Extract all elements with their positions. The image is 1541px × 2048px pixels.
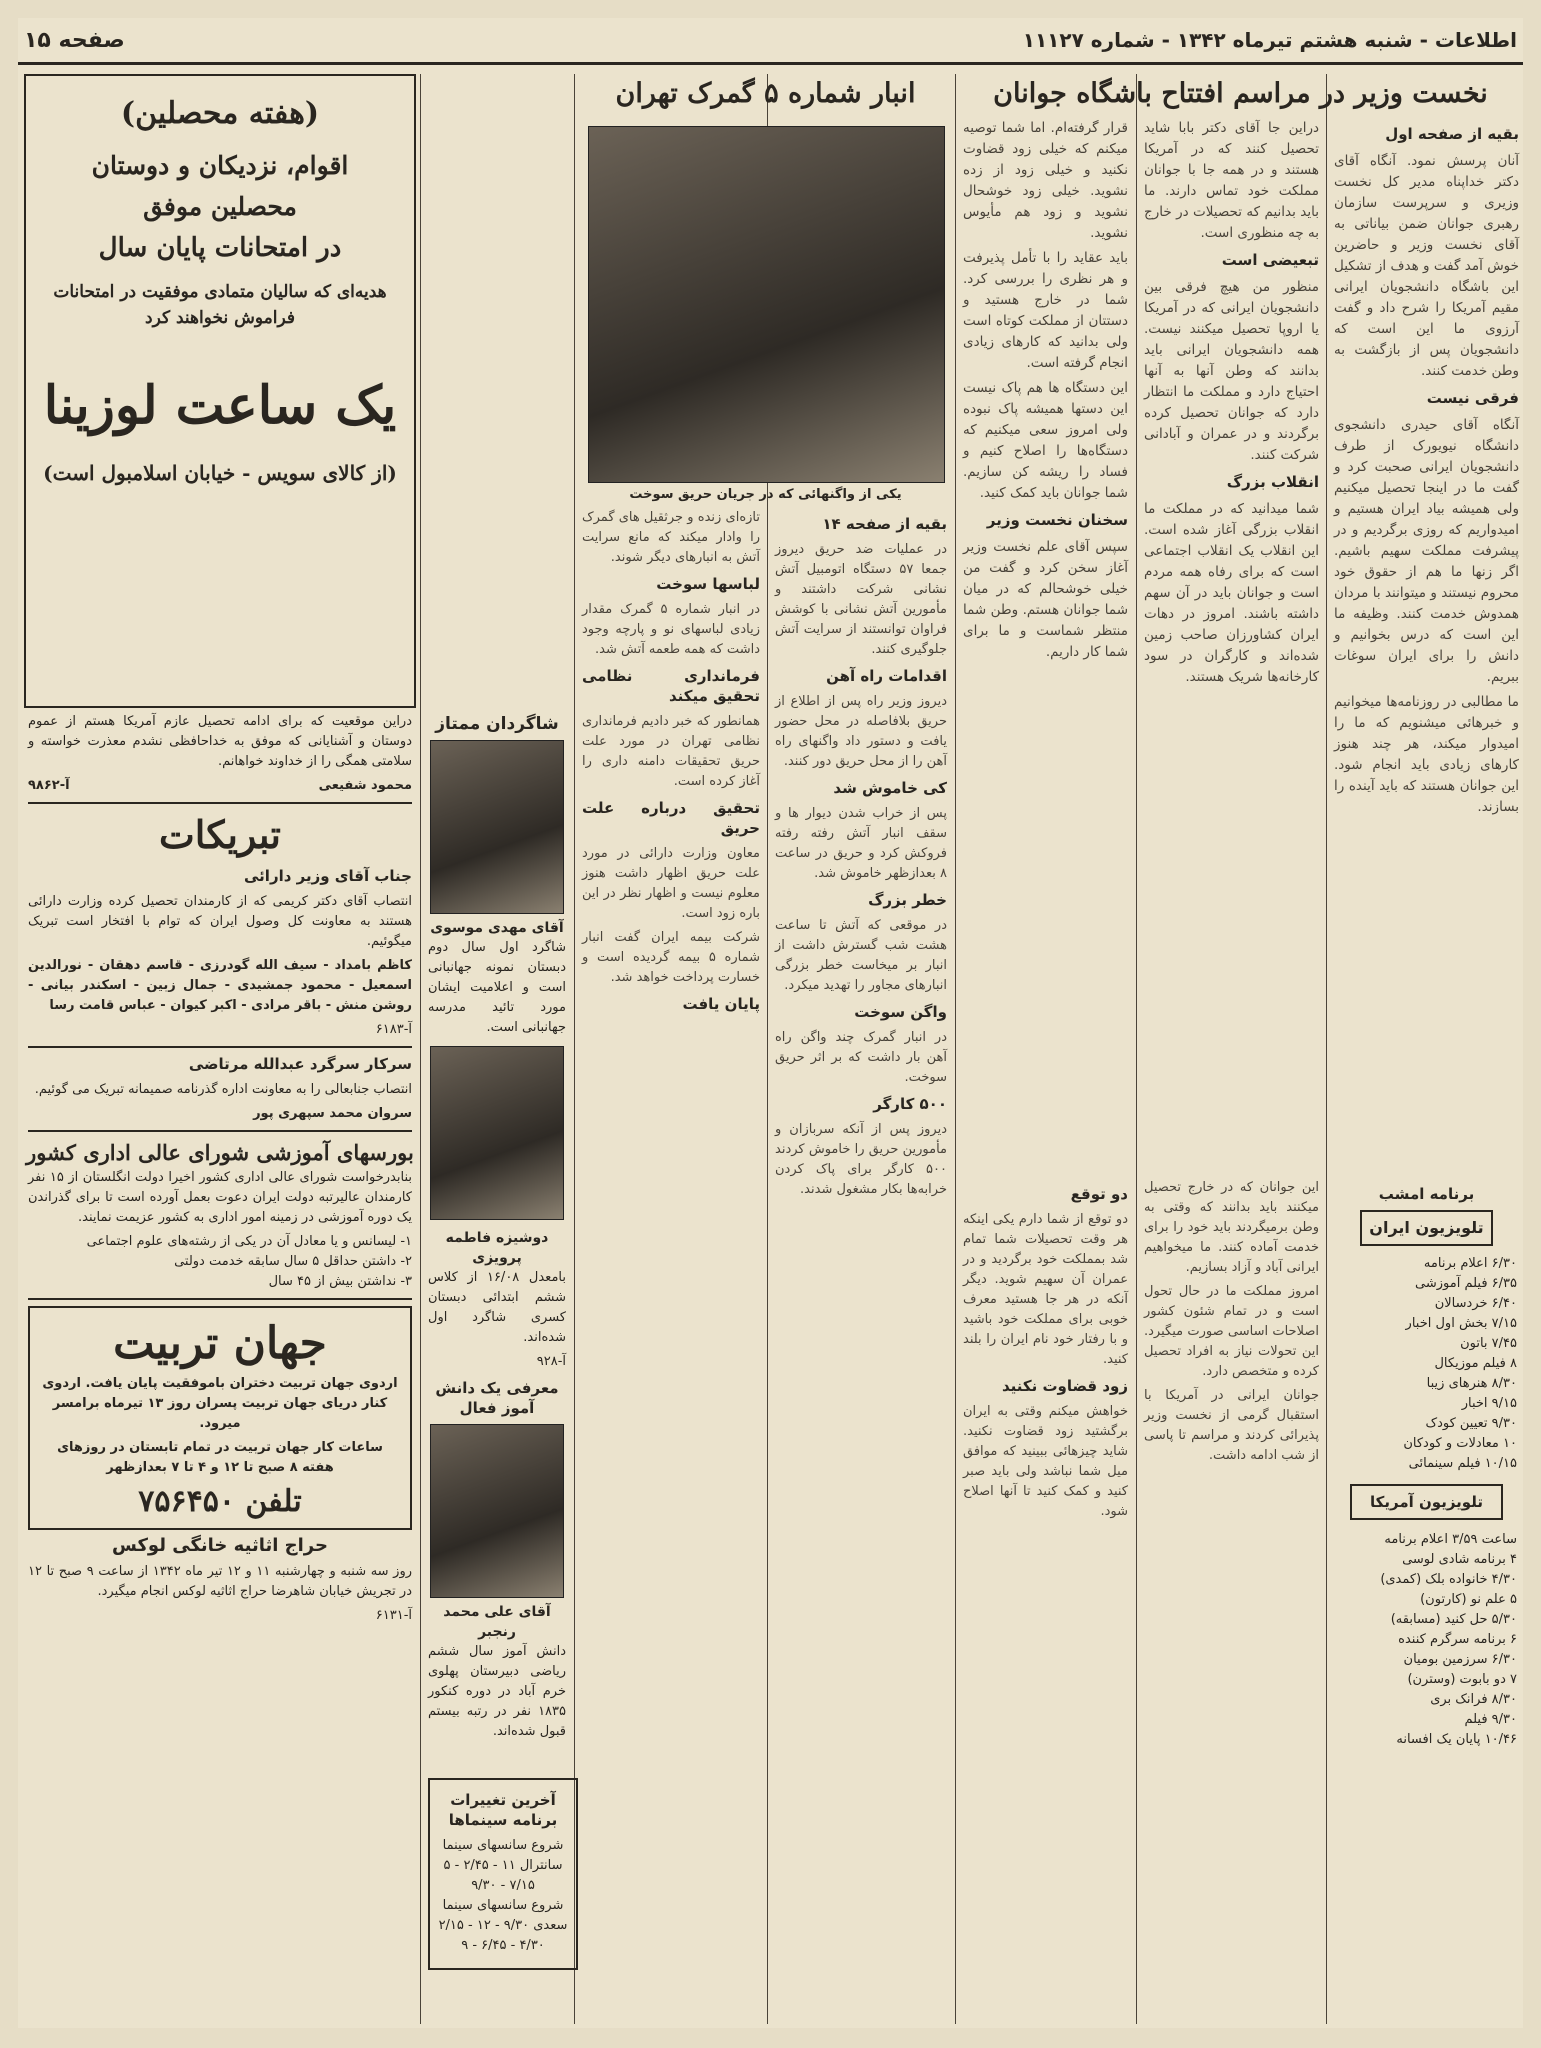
student-photo-2: [430, 1046, 564, 1220]
customs-col-left: تازه‌ای زنده و جرثقیل های گمرک را وادار میکند که مانع سرایت آتش به انبارهای دیگر شوند. لباسها سوخت در انبار شماره ۵ گمرک مقدار زیادی لباسهای نو و پارچه وجود داشت که همه طعمه آتش شد. فرمانداری نظامی تحقیق میکند همانطور که خبر دادیم فرمانداری نظامی تهران در مورد علت حریق تحقیقات دامنه داری را آغاز کرده است. تحقیق درباره علت حریق معاون وزارت دارائی در مورد علت حریق اظهار داشت هنوز معلوم نیست و اظهار نظر در این باره زود است. شرکت بیمه ایران گفت انبار شماره ۵ بیمه گردیده است و خسارت پرداخت خواهد شد. پایان یافت: [582, 510, 760, 1013]
congrats-title: تبریکات: [159, 812, 281, 857]
tv-iran-list: ۶/۳۰ اعلام برنامه ۶/۳۵ فیلم آموزشی ۶/۴۰ خردسالان ۷/۱۵ بخش اول اخبار ۷/۴۵ باتون ۸ فیلم موزیکال ۸/۳۰ هنرهای زیبا ۹/۱۵ اخبار ۹/۳۰ تعیین کودک ۱۰ معادلات و کودکان ۱۰/۱۵ فیلم سینمائی: [1403, 1256, 1517, 1471]
newspaper-page: [18, 18, 1523, 2028]
loozinia-ad: (هفته محصلین) اقوام، نزدیکان و دوستان محصلین موفق در امتحانات پایان سال هدیه‌ای که سالیان متمادی موفقیت در امتحانات فراموش نخواهند کرد یک ساعت لوزینا (از کالای سویس - خیابان اسلامبول است): [24, 74, 416, 708]
customs-headline: انبار شماره ۵ گمرک تهران: [615, 78, 916, 109]
tv-schedule: برنامه امشب تلویزیون ایران ۶/۳۰ اعلام برنامه ۶/۳۵ فیلم آموزشی ۶/۴۰ خردسالان ۷/۱۵ بخش اول اخبار ۷/۴۵ باتون ۸ فیلم موزیکال ۸/۳۰ هنرهای زیبا ۹/۱۵ اخبار ۹/۳۰ تعیین کودک ۱۰ معادلات و کودکان ۱۰/۱۵ فیلم سینمائی تلویزیون آمریکا ساعت ۳/۵۹ اعلام برنامه ۴ برنامه شادی لوسی ۴/۳۰ خانواده بلک (کمدی) ۵ علم نو (کارتون) ۵/۳۰ حل کنید (مسابقه) ۶ برنامه سرگرم کننده ۶/۳۰ سرزمین بومیان ۷ دو بابوت (وسترن) ۸/۳۰ فرانک بری ۹/۳۰ فیلم ۱۰/۴۶ پایان یک افسانه: [1330, 1178, 1523, 2028]
customs-photo-caption: یکی از واگنهائی که در جریان حریق سوخت: [629, 487, 902, 502]
tv-america-logo: تلویزیون آمریکا: [1350, 1484, 1503, 1520]
jahan-tarbiat-ad: جهان تربیت اردوی جهان تربیت دختران باموفقیت پایان یافت. اردوی کنار دریای جهان تربیت پسران روز ۱۳ تیرماه برامسر میرود. ساعات کار جهان تربیت در تمام تابستان در روزهای هفته ۸ صبح تا ۱۲ و ۴ تا ۷ بعدازظهر تلفن ۷۵۶۴۵۰: [28, 1306, 412, 1530]
main-article-col1: بقیه از صفحه اول آنان پرسش نمود. آنگاه آقای دکتر خداپناه مدیر کل نخست وزیری و سرپرست سازمان رهبری جوانان ضمن بیاناتی به آقای نخست وزیر و حاضرین خوش آمد گفت و هدف از تشکیل این باشگاه دانشجویان ایرانی مقیم آمریکا را شرح داد و گفت آرزوی ما این است که دانشجویان پس از بازگشت به وطن خدمت کنند. فرقی نیست آنگاه آقای حیدری دانشجوی دانشگاه نیویورک از طرف دانشجویان ایرانی صحبت کرد و گفت ما در اینجا تحصیل میکنیم ولی همیشه بیاد ایران هستیم و امیدواریم که روزی برگردیم و در پیشرفت مملکت سهیم باشیم. اگر زنها ما هم از حقوق خود محروم نیستند و میتوانند با مردان همدوش خدمت کنند. وظیفه ما این است که درس بخوانیم و دانش را برای ایران سوغات ببریم. ما مطالبی در روزنامه‌ها میخوانیم و خبرهائی میشنویم که ما را امیدوار میکند، هر چند هنوز کارهای زیادی باید انجام شود. این جوانان هستند که باید آینده را بسازند.: [1334, 125, 1519, 815]
customs-col-right: بقیه از صفحه ۱۴ در عملیات ضد حریق دیروز جمعا ۵۷ دستگاه اتومبیل آتش نشانی شرکت داشتند و مأمورین آتش نشانی با کوشش فراوان توانستند از سرایت آتش جلوگیری کنند. اقدامات راه آهن دیروز وزیر راه پس از اطلاع از حریق بلافاصله در محل حضور یافت و دستور داد واگنهای راه آهن را از محل حریق دور کنند. کی خاموش شد پس از خراب شدن دیوار ها و سقف انبار آتش رفته رفته فروکش کرد و حریق در ساعت ۸ بعدازظهر خاموش شد. خطر بزرگ در موقعی که آتش تا ساعت هشت شب گسترش داشت از انبار بر میخاست خطر بزرگی انبارهای مجاور را تهدید میکرد. واگن سوخت در انبار گمرک چند واگن راه آهن بار داشت که بر اثر حریق سوخت. ۵۰۰ کارگر دیروز پس از آنکه سربازان و مأمورین حریق را خاموش کردند ۵۰۰ کارگر برای پاک کردن خرابه‌ها بکار مشغول شدند.: [775, 515, 947, 1197]
student-photo-1: [430, 740, 564, 914]
tv-america-list: ساعت ۳/۵۹ اعلام برنامه ۴ برنامه شادی لوسی ۴/۳۰ خانواده بلک (کمدی) ۵ علم نو (کارتون) ۵/۳۰ حل کنید (مسابقه) ۶ برنامه سرگرم کننده ۶/۳۰ سرزمین بومیان ۷ دو بابوت (وسترن) ۸/۳۰ فرانک بری ۹/۳۰ فیلم ۱۰/۴۶ پایان یک افسانه: [1380, 1532, 1517, 1747]
students-column: شاگردان ممتاز آقای مهدی موسوی شاگرد اول سال دوم دبستان نمونه جهانبانی است و اعلامیت ایشان مورد تائید مدرسه جهانبانی است. دوشیزه فاطمه پرویزی بامعدل ۱۶/۰۸ از کلاس ششم ابتدائی دبستان کسری شاگرد اول شده‌اند. آ-۹۲۸ معرفی یک دانش آموز فعال آقای علی محمد رنجبر دانش آموز سال ششم ریاضی دبیرستان پهلوی خرم آباد در دوره کنکور ۱۸۳۵ نفر در رتبه بیستم قبول شده‌اند.: [428, 714, 566, 1739]
loozinia-brand: یک ساعت لوزینا: [43, 375, 397, 436]
main-article-col2: دراین جا آقای دکتر بابا شاید تحصیل کنند که در آمریکا هستند و در همه جا با جوانان مملکت خود تماس دارند. ما باید بدانیم که تحصیلات در خارج به چه منظوری است. تبعیضی است منظور من هیچ فرقی بین دانشجویان ایرانی که در آمریکا یا اروپا تحصیل میکنند نیست. همه دانشجویان ایرانی باید بدانند که وطن آنها به آنها احتیاج دارد و مملکت ما انتظار دارد که جوانان تحصیل کرده برگردند و در عمران و آبادانی شرکت کنند. انقلاب بزرگ شما میدانید که در مملکت ما انقلاب بزرگی آغاز شده است. این انقلاب یک انقلاب اجتماعی است که برای رفاه همه مردم است و جوانان باید در آن سهم داشته باشند. امروز در دهات ایران کشاورزان صاحب زمین شده‌اند و کارگران در سود کارخانه‌ها شریک هستند.: [1144, 120, 1319, 685]
student-photo-3: [430, 1424, 564, 1598]
customs-photo: [588, 126, 945, 483]
main-article-col3: قرار گرفته‌ام. اما شما توصیه میکنم که خیلی زود قضاوت نکنید و خیلی زود از زده نشوید. خیلی زود خوشحال نشوید و زود هم مأیوس نشوید. باید عقاید را با تأمل پذیرفت و هر نظری را بررسی کرد. شما در خارج هستید و دستتان از مملکت کوتاه است ولی بدانید که کارهای زیادی انجام گرفته است. این دستگاه ها هم پاک نیست این دستها همیشه پاک نبوده ولی امروز سعی میکنیم که دستگاه‌ها را اصلاح کنیم و فساد را ریشه کن سازیم. شما جوانان باید کمک کنید. سخنان نخست وزیر سپس آقای علم نخست وزیر آغاز سخن کرد و گفت من خیلی خوشحالم که در میان شما جوانان هستم. وطن شما منتظر شماست و ما برای شما کار داریم.: [963, 120, 1128, 660]
tv-iran-logo: تلویزیون ایران: [1360, 1210, 1493, 1246]
page-header: [18, 18, 1523, 65]
left-notices: دراین موقعیت که برای ادامه تحصیل عازم آمریکا هستم از عموم دوستان و آشنایانی که موفق به خداحافظی نشدم معذرت خواسته و سلامتی همگی را از خداوند خواهانم. محمود شفیعی آ-۹۸۶۲ تبریکات جناب آقای وزیر دارائی انتصاب آقای دکتر کریمی که از کارمندان تحصیل کرده وزارت دارائی هستند به معاونت کل وصول ایران که توام با افتخار است تبریک میگوئیم. کاظم بامداد - سیف الله گودرزی - قاسم دهقان - نورالدین اسمعیل - محمود جمشیدی - جمال زبین - اسکندر بیانی - روشن منش - باقر مرادی - اکبر کیوان - عباس قامت رسا آ-۶۱۸۳ سرکار سرگرد عبدالله مرتاضی انتصاب جنابعالی را به معاونت اداره گذرنامه صمیمانه تبریک می گوئیم. سروان محمد سپهری پور بورسهای آموزشی شورای عالی اداری کشور بنابدرخواست شورای عالی اداری کشور اخیرا دولت انگلستان از ۱۵ نفر کارمندان عالیرتبه دولت ایران دعوت بعمل آورده است تا برای گذراندن یک دوره آموزشی در زمینه امور اداری به کشور عزیمت نمایند. ۱- لیسانس و یا معادل آن در یکی از رشته‌های علوم اجتماعی ۲- داشتن حداقل ۵ سال سابقه خدمت دولتی ۳- نداشتن بیش از ۴۵ سال جهان تربیت اردوی جهان تربیت دختران باموفقیت پایان یافت. اردوی کنار دریای جهان تربیت پسران روز ۱۳ تیرماه برامسر میرود. ساعات کار جهان تربیت در تمام تابستان در روزهای هفته ۸ صبح تا ۱۲ و ۴ تا ۷ بعدازظهر تلفن ۷۵۶۴۵۰ حراج اثاثیه خانگی لوکس روز سه شنبه و چهارشنبه ۱۱ و ۱۲ تیر ماه ۱۳۴۲ از ساعت ۹ صبح تا ۱۲ در تجریش خیابان شاهرضا حراج اثاثیه لوکس انجام میگیرد. آ-۶۱۳۱: [24, 712, 416, 2028]
page-number: صفحه ۱۵: [24, 27, 125, 53]
main-article-col4: دو توقع دو توقع از شما دارم یکی اینکه هر وقت تحصیلات شما تمام شد بمملکت خود برگردید و در عمران آن سهیم شوید. دیگر آنکه در هر جا هستید معرف خوبی برای مملکت خود باشید و با رفتار خود نام ایران را بلند کنید. زود قضاوت نکنید خواهش میکنم وقتی به ایران برگشتید زود قضاوت نکنید. شاید چیزهائی ببینید که موافق میل شما نباشد ولی باید صبر کنید و کمک کنید تا آنها اصلاح شود.: [963, 1185, 1128, 1519]
header-date: اطلاعات - شنبه هشتم تیرماه ۱۳۴۲ - شماره ۱۱۱۲۷: [1022, 28, 1517, 52]
cinema-box: آخرین تغییرات برنامه سینماها شروع سانسهای سینما سانترال ۱۱ - ۲/۴۵ - ۵ ۷/۱۵ - ۹/۳۰ شروع سانسهای سینما سعدی ۹/۳۰ - ۱۲ - ۲/۱۵ ۴/۳۰ - ۶/۴۵ - ۹: [428, 1778, 578, 1970]
main-article-col5: این جوانان که در خارج تحصیل میکنند باید بدانند که وقتی به وطن برمیگردند باید خود را برای خدمت آماده کنند. ما میخواهیم ایرانی آباد و آزاد بسازیم. امروز مملکت ما در حال تحول است و در تمام شئون کشور اصلاحات اساسی صورت میگیرد. این تحولات نیاز به افراد تحصیل کرده و متخصص دارد. جوانان ایرانی در آمریکا با استقبال گرمی از نخست وزیر پذیرائی کردند و مراسم تا پاسی از شب ادامه داشت.: [1144, 1180, 1319, 1463]
main-headline: نخست وزیر در مراسم افتتاح باشگاه جوانان: [993, 78, 1488, 109]
